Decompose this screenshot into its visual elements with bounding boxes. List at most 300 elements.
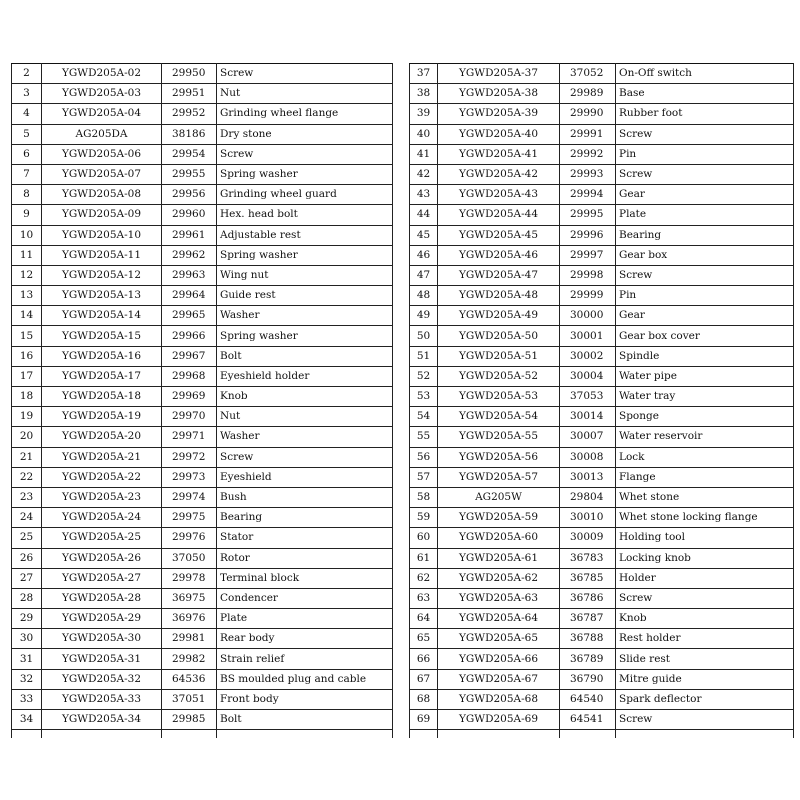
item-code: YGWD205A-45 (438, 225, 560, 245)
item-number: 15 (12, 326, 42, 346)
empty-cell (42, 730, 162, 739)
part-number: 64540 (560, 689, 616, 709)
item-number: 16 (12, 346, 42, 366)
part-description: Lock (616, 447, 794, 467)
table-row (12, 588, 393, 608)
part-number: 37053 (560, 387, 616, 407)
part-description: Locking knob (616, 548, 794, 568)
item-code: YGWD205A-47 (438, 265, 560, 285)
item-number: 55 (410, 427, 438, 447)
parts-table-right (409, 63, 794, 738)
part-description: Rear body (217, 629, 393, 649)
table-row (410, 144, 794, 164)
table-row (12, 185, 393, 205)
part-description: Bearing (217, 508, 393, 528)
part-description: Spring washer (217, 164, 393, 184)
part-description: Stator (217, 528, 393, 548)
part-number: 29990 (560, 104, 616, 124)
table-row (12, 407, 393, 427)
part-number: 29974 (162, 487, 217, 507)
table-row (12, 689, 393, 709)
item-number: 23 (12, 487, 42, 507)
part-number: 29969 (162, 387, 217, 407)
item-code: YGWD205A-20 (42, 427, 162, 447)
item-number: 50 (410, 326, 438, 346)
item-number: 18 (12, 387, 42, 407)
table-row (12, 84, 393, 104)
part-number: 30002 (560, 346, 616, 366)
part-number: 30009 (560, 528, 616, 548)
part-description: Hex. head bolt (217, 205, 393, 225)
part-description: Gear box (616, 245, 794, 265)
part-description: Flange (616, 467, 794, 487)
item-number: 68 (410, 689, 438, 709)
item-code: YGWD205A-33 (42, 689, 162, 709)
part-number: 29954 (162, 144, 217, 164)
part-description: Adjustable rest (217, 225, 393, 245)
item-code: YGWD205A-40 (438, 124, 560, 144)
item-number: 5 (12, 124, 42, 144)
part-number: 36975 (162, 588, 217, 608)
table-row (410, 467, 794, 487)
table-row (410, 669, 794, 689)
item-code: YGWD205A-43 (438, 185, 560, 205)
table-row (410, 366, 794, 386)
table-row (12, 205, 393, 225)
item-code: YGWD205A-54 (438, 407, 560, 427)
part-number: 29973 (162, 467, 217, 487)
part-description: Spring washer (217, 326, 393, 346)
part-description: Bush (217, 487, 393, 507)
item-code: YGWD205A-14 (42, 306, 162, 326)
table-row (12, 366, 393, 386)
item-number: 58 (410, 487, 438, 507)
item-code: YGWD205A-67 (438, 669, 560, 689)
item-number: 14 (12, 306, 42, 326)
part-description: Eyeshield holder (217, 366, 393, 386)
table-row (410, 64, 794, 84)
item-number: 33 (12, 689, 42, 709)
part-number: 29961 (162, 225, 217, 245)
part-number: 29998 (560, 265, 616, 285)
item-number: 19 (12, 407, 42, 427)
part-number: 29965 (162, 306, 217, 326)
table-row (12, 245, 393, 265)
part-description: Water pipe (616, 366, 794, 386)
item-code: YGWD205A-29 (42, 609, 162, 629)
part-description: Grinding wheel guard (217, 185, 393, 205)
part-number: 29972 (162, 447, 217, 467)
part-number: 29994 (560, 185, 616, 205)
part-number: 29964 (162, 286, 217, 306)
item-number: 53 (410, 387, 438, 407)
part-number: 29991 (560, 124, 616, 144)
item-number: 25 (12, 528, 42, 548)
table-row (410, 124, 794, 144)
part-number: 29962 (162, 245, 217, 265)
part-number: 29989 (560, 84, 616, 104)
item-code: YGWD205A-60 (438, 528, 560, 548)
part-description: Gear box cover (616, 326, 794, 346)
item-number: 13 (12, 286, 42, 306)
item-code: YGWD205A-12 (42, 265, 162, 285)
part-number: 36786 (560, 588, 616, 608)
table-row (12, 467, 393, 487)
table-row (410, 346, 794, 366)
item-number: 63 (410, 588, 438, 608)
item-number: 51 (410, 346, 438, 366)
part-number: 29955 (162, 164, 217, 184)
item-number: 12 (12, 265, 42, 285)
item-number: 49 (410, 306, 438, 326)
part-description: Front body (217, 689, 393, 709)
part-description: Nut (217, 407, 393, 427)
item-number: 46 (410, 245, 438, 265)
table-row (410, 245, 794, 265)
part-number: 29985 (162, 710, 217, 730)
item-code: YGWD205A-42 (438, 164, 560, 184)
part-description: Screw (616, 710, 794, 730)
part-description: Screw (616, 265, 794, 285)
item-number: 56 (410, 447, 438, 467)
item-number: 6 (12, 144, 42, 164)
item-number: 29 (12, 609, 42, 629)
table-row (410, 205, 794, 225)
item-code: YGWD205A-07 (42, 164, 162, 184)
item-code: YGWD205A-39 (438, 104, 560, 124)
item-code: YGWD205A-32 (42, 669, 162, 689)
item-code: YGWD205A-38 (438, 84, 560, 104)
item-code: YGWD205A-46 (438, 245, 560, 265)
part-description: Water reservoir (616, 427, 794, 447)
item-number: 8 (12, 185, 42, 205)
item-number: 54 (410, 407, 438, 427)
item-code: YGWD205A-15 (42, 326, 162, 346)
item-number: 38 (410, 84, 438, 104)
part-description: Grinding wheel flange (217, 104, 393, 124)
part-number: 29970 (162, 407, 217, 427)
item-number: 30 (12, 629, 42, 649)
table-row (12, 225, 393, 245)
item-code: YGWD205A-21 (42, 447, 162, 467)
part-number: 29967 (162, 346, 217, 366)
item-number: 11 (12, 245, 42, 265)
table-row (12, 629, 393, 649)
part-description: Screw (616, 164, 794, 184)
table-row (12, 346, 393, 366)
part-number: 29968 (162, 366, 217, 386)
table-row (410, 427, 794, 447)
item-number: 57 (410, 467, 438, 487)
part-description: Wing nut (217, 265, 393, 285)
table-row (12, 427, 393, 447)
part-number: 37050 (162, 548, 217, 568)
part-number: 29952 (162, 104, 217, 124)
part-description: Base (616, 84, 794, 104)
part-number: 30013 (560, 467, 616, 487)
part-description: Holding tool (616, 528, 794, 548)
part-number: 36787 (560, 609, 616, 629)
part-number: 29963 (162, 265, 217, 285)
item-code: YGWD205A-25 (42, 528, 162, 548)
part-description: Terminal block (217, 568, 393, 588)
part-number: 37051 (162, 689, 217, 709)
part-description: Screw (217, 144, 393, 164)
item-number: 22 (12, 467, 42, 487)
part-number: 30000 (560, 306, 616, 326)
part-description: Gear (616, 306, 794, 326)
part-description: Screw (616, 588, 794, 608)
part-number: 64536 (162, 669, 217, 689)
item-code: YGWD205A-59 (438, 508, 560, 528)
item-number: 62 (410, 568, 438, 588)
table-row (12, 164, 393, 184)
table-row (410, 710, 794, 730)
item-number: 66 (410, 649, 438, 669)
empty-cell (12, 730, 42, 739)
item-code: YGWD205A-68 (438, 689, 560, 709)
part-number: 30004 (560, 366, 616, 386)
item-code: YGWD205A-62 (438, 568, 560, 588)
item-code: YGWD205A-28 (42, 588, 162, 608)
table-row (410, 104, 794, 124)
item-code: YGWD205A-02 (42, 64, 162, 84)
part-number: 36785 (560, 568, 616, 588)
part-description: Knob (616, 609, 794, 629)
empty-cell (162, 730, 217, 739)
item-number: 31 (12, 649, 42, 669)
part-number: 36976 (162, 609, 217, 629)
part-description: Whet stone locking flange (616, 508, 794, 528)
table-row (410, 286, 794, 306)
table-row (12, 104, 393, 124)
part-number: 36788 (560, 629, 616, 649)
table-row (410, 528, 794, 548)
table-row (12, 568, 393, 588)
part-number: 29976 (162, 528, 217, 548)
part-number: 29996 (560, 225, 616, 245)
empty-cell (616, 730, 794, 739)
part-number: 37052 (560, 64, 616, 84)
item-number: 39 (410, 104, 438, 124)
item-code: YGWD205A-26 (42, 548, 162, 568)
item-number: 3 (12, 84, 42, 104)
part-description: Guide rest (217, 286, 393, 306)
item-code: YGWD205A-06 (42, 144, 162, 164)
part-number: 29966 (162, 326, 217, 346)
table-row (12, 286, 393, 306)
part-description: Screw (217, 64, 393, 84)
table-row (12, 649, 393, 669)
part-number: 29999 (560, 286, 616, 306)
item-code: YGWD205A-49 (438, 306, 560, 326)
item-number: 45 (410, 225, 438, 245)
item-code: YGWD205A-24 (42, 508, 162, 528)
part-number: 29951 (162, 84, 217, 104)
part-number: 29971 (162, 427, 217, 447)
part-description: Bolt (217, 710, 393, 730)
item-number: 67 (410, 669, 438, 689)
table-row (410, 649, 794, 669)
table-row (12, 306, 393, 326)
part-number: 64541 (560, 710, 616, 730)
part-description: Knob (217, 387, 393, 407)
item-number: 34 (12, 710, 42, 730)
item-code: YGWD205A-30 (42, 629, 162, 649)
item-code: YGWD205A-27 (42, 568, 162, 588)
part-description: Sponge (616, 407, 794, 427)
part-number: 29960 (162, 205, 217, 225)
table-row (410, 629, 794, 649)
item-number: 4 (12, 104, 42, 124)
table-row (410, 548, 794, 568)
part-description: Bolt (217, 346, 393, 366)
item-code: YGWD205A-16 (42, 346, 162, 366)
item-number: 10 (12, 225, 42, 245)
item-number: 2 (12, 64, 42, 84)
item-code: YGWD205A-61 (438, 548, 560, 568)
part-description: Holder (616, 568, 794, 588)
part-number: 36783 (560, 548, 616, 568)
item-number: 27 (12, 568, 42, 588)
table-row (410, 265, 794, 285)
item-number: 9 (12, 205, 42, 225)
table-row (12, 710, 393, 730)
part-number: 29997 (560, 245, 616, 265)
part-description: Washer (217, 427, 393, 447)
item-code: YGWD205A-52 (438, 366, 560, 386)
table-row (410, 225, 794, 245)
table-row (410, 487, 794, 507)
table-row (12, 326, 393, 346)
part-number: 29982 (162, 649, 217, 669)
table-row (410, 306, 794, 326)
table-row (410, 508, 794, 528)
item-code: YGWD205A-55 (438, 427, 560, 447)
table-row (12, 387, 393, 407)
item-code: YGWD205A-44 (438, 205, 560, 225)
item-code: YGWD205A-51 (438, 346, 560, 366)
part-number: 29804 (560, 487, 616, 507)
part-number: 36789 (560, 649, 616, 669)
item-number: 24 (12, 508, 42, 528)
table-row (12, 669, 393, 689)
part-description: Slide rest (616, 649, 794, 669)
part-description: Strain relief (217, 649, 393, 669)
item-code: YGWD205A-34 (42, 710, 162, 730)
table-row (410, 185, 794, 205)
part-number: 29993 (560, 164, 616, 184)
item-number: 32 (12, 669, 42, 689)
part-number: 29981 (162, 629, 217, 649)
item-code: YGWD205A-64 (438, 609, 560, 629)
part-description: Spring washer (217, 245, 393, 265)
table-row (12, 265, 393, 285)
item-code: YGWD205A-23 (42, 487, 162, 507)
part-description: Eyeshield (217, 467, 393, 487)
part-description: Plate (616, 205, 794, 225)
item-code: YGWD205A-09 (42, 205, 162, 225)
item-code: YGWD205A-13 (42, 286, 162, 306)
table-row (12, 528, 393, 548)
item-number: 7 (12, 164, 42, 184)
item-number: 41 (410, 144, 438, 164)
part-description: On-Off switch (616, 64, 794, 84)
part-number: 29975 (162, 508, 217, 528)
part-description: Washer (217, 306, 393, 326)
table-row-partial (410, 730, 794, 739)
table-row (12, 64, 393, 84)
table-row (12, 124, 393, 144)
table-row (410, 447, 794, 467)
part-description: Bearing (616, 225, 794, 245)
item-number: 64 (410, 609, 438, 629)
item-code: YGWD205A-03 (42, 84, 162, 104)
table-row (12, 487, 393, 507)
item-number: 42 (410, 164, 438, 184)
part-number: 38186 (162, 124, 217, 144)
item-code: YGWD205A-53 (438, 387, 560, 407)
parts-table-left (11, 63, 393, 738)
empty-cell (217, 730, 393, 739)
item-code: AG205W (438, 487, 560, 507)
part-description: BS moulded plug and cable (217, 669, 393, 689)
item-code: YGWD205A-50 (438, 326, 560, 346)
table-row (410, 588, 794, 608)
item-code: YGWD205A-08 (42, 185, 162, 205)
item-code: YGWD205A-31 (42, 649, 162, 669)
item-number: 61 (410, 548, 438, 568)
table-row-partial (12, 730, 393, 739)
part-number: 30007 (560, 427, 616, 447)
item-number: 69 (410, 710, 438, 730)
item-code: YGWD205A-41 (438, 144, 560, 164)
part-number: 29992 (560, 144, 616, 164)
item-number: 59 (410, 508, 438, 528)
item-code: YGWD205A-18 (42, 387, 162, 407)
item-code: YGWD205A-22 (42, 467, 162, 487)
part-number: 29978 (162, 568, 217, 588)
item-code: YGWD205A-48 (438, 286, 560, 306)
part-description: Dry stone (217, 124, 393, 144)
part-number: 29956 (162, 185, 217, 205)
item-number: 40 (410, 124, 438, 144)
item-code: YGWD205A-57 (438, 467, 560, 487)
part-description: Screw (217, 447, 393, 467)
item-number: 60 (410, 528, 438, 548)
part-description: Pin (616, 286, 794, 306)
table-row (410, 609, 794, 629)
item-number: 26 (12, 548, 42, 568)
item-number: 21 (12, 447, 42, 467)
item-number: 52 (410, 366, 438, 386)
item-number: 47 (410, 265, 438, 285)
part-description: Gear (616, 185, 794, 205)
table-row (410, 164, 794, 184)
part-description: Spark deflector (616, 689, 794, 709)
part-description: Whet stone (616, 487, 794, 507)
table-row (410, 689, 794, 709)
item-code: YGWD205A-66 (438, 649, 560, 669)
part-description: Rubber foot (616, 104, 794, 124)
part-number: 30010 (560, 508, 616, 528)
table-row (410, 387, 794, 407)
empty-cell (560, 730, 616, 739)
part-description: Nut (217, 84, 393, 104)
item-code: AG205DA (42, 124, 162, 144)
table-row (12, 144, 393, 164)
item-code: YGWD205A-69 (438, 710, 560, 730)
